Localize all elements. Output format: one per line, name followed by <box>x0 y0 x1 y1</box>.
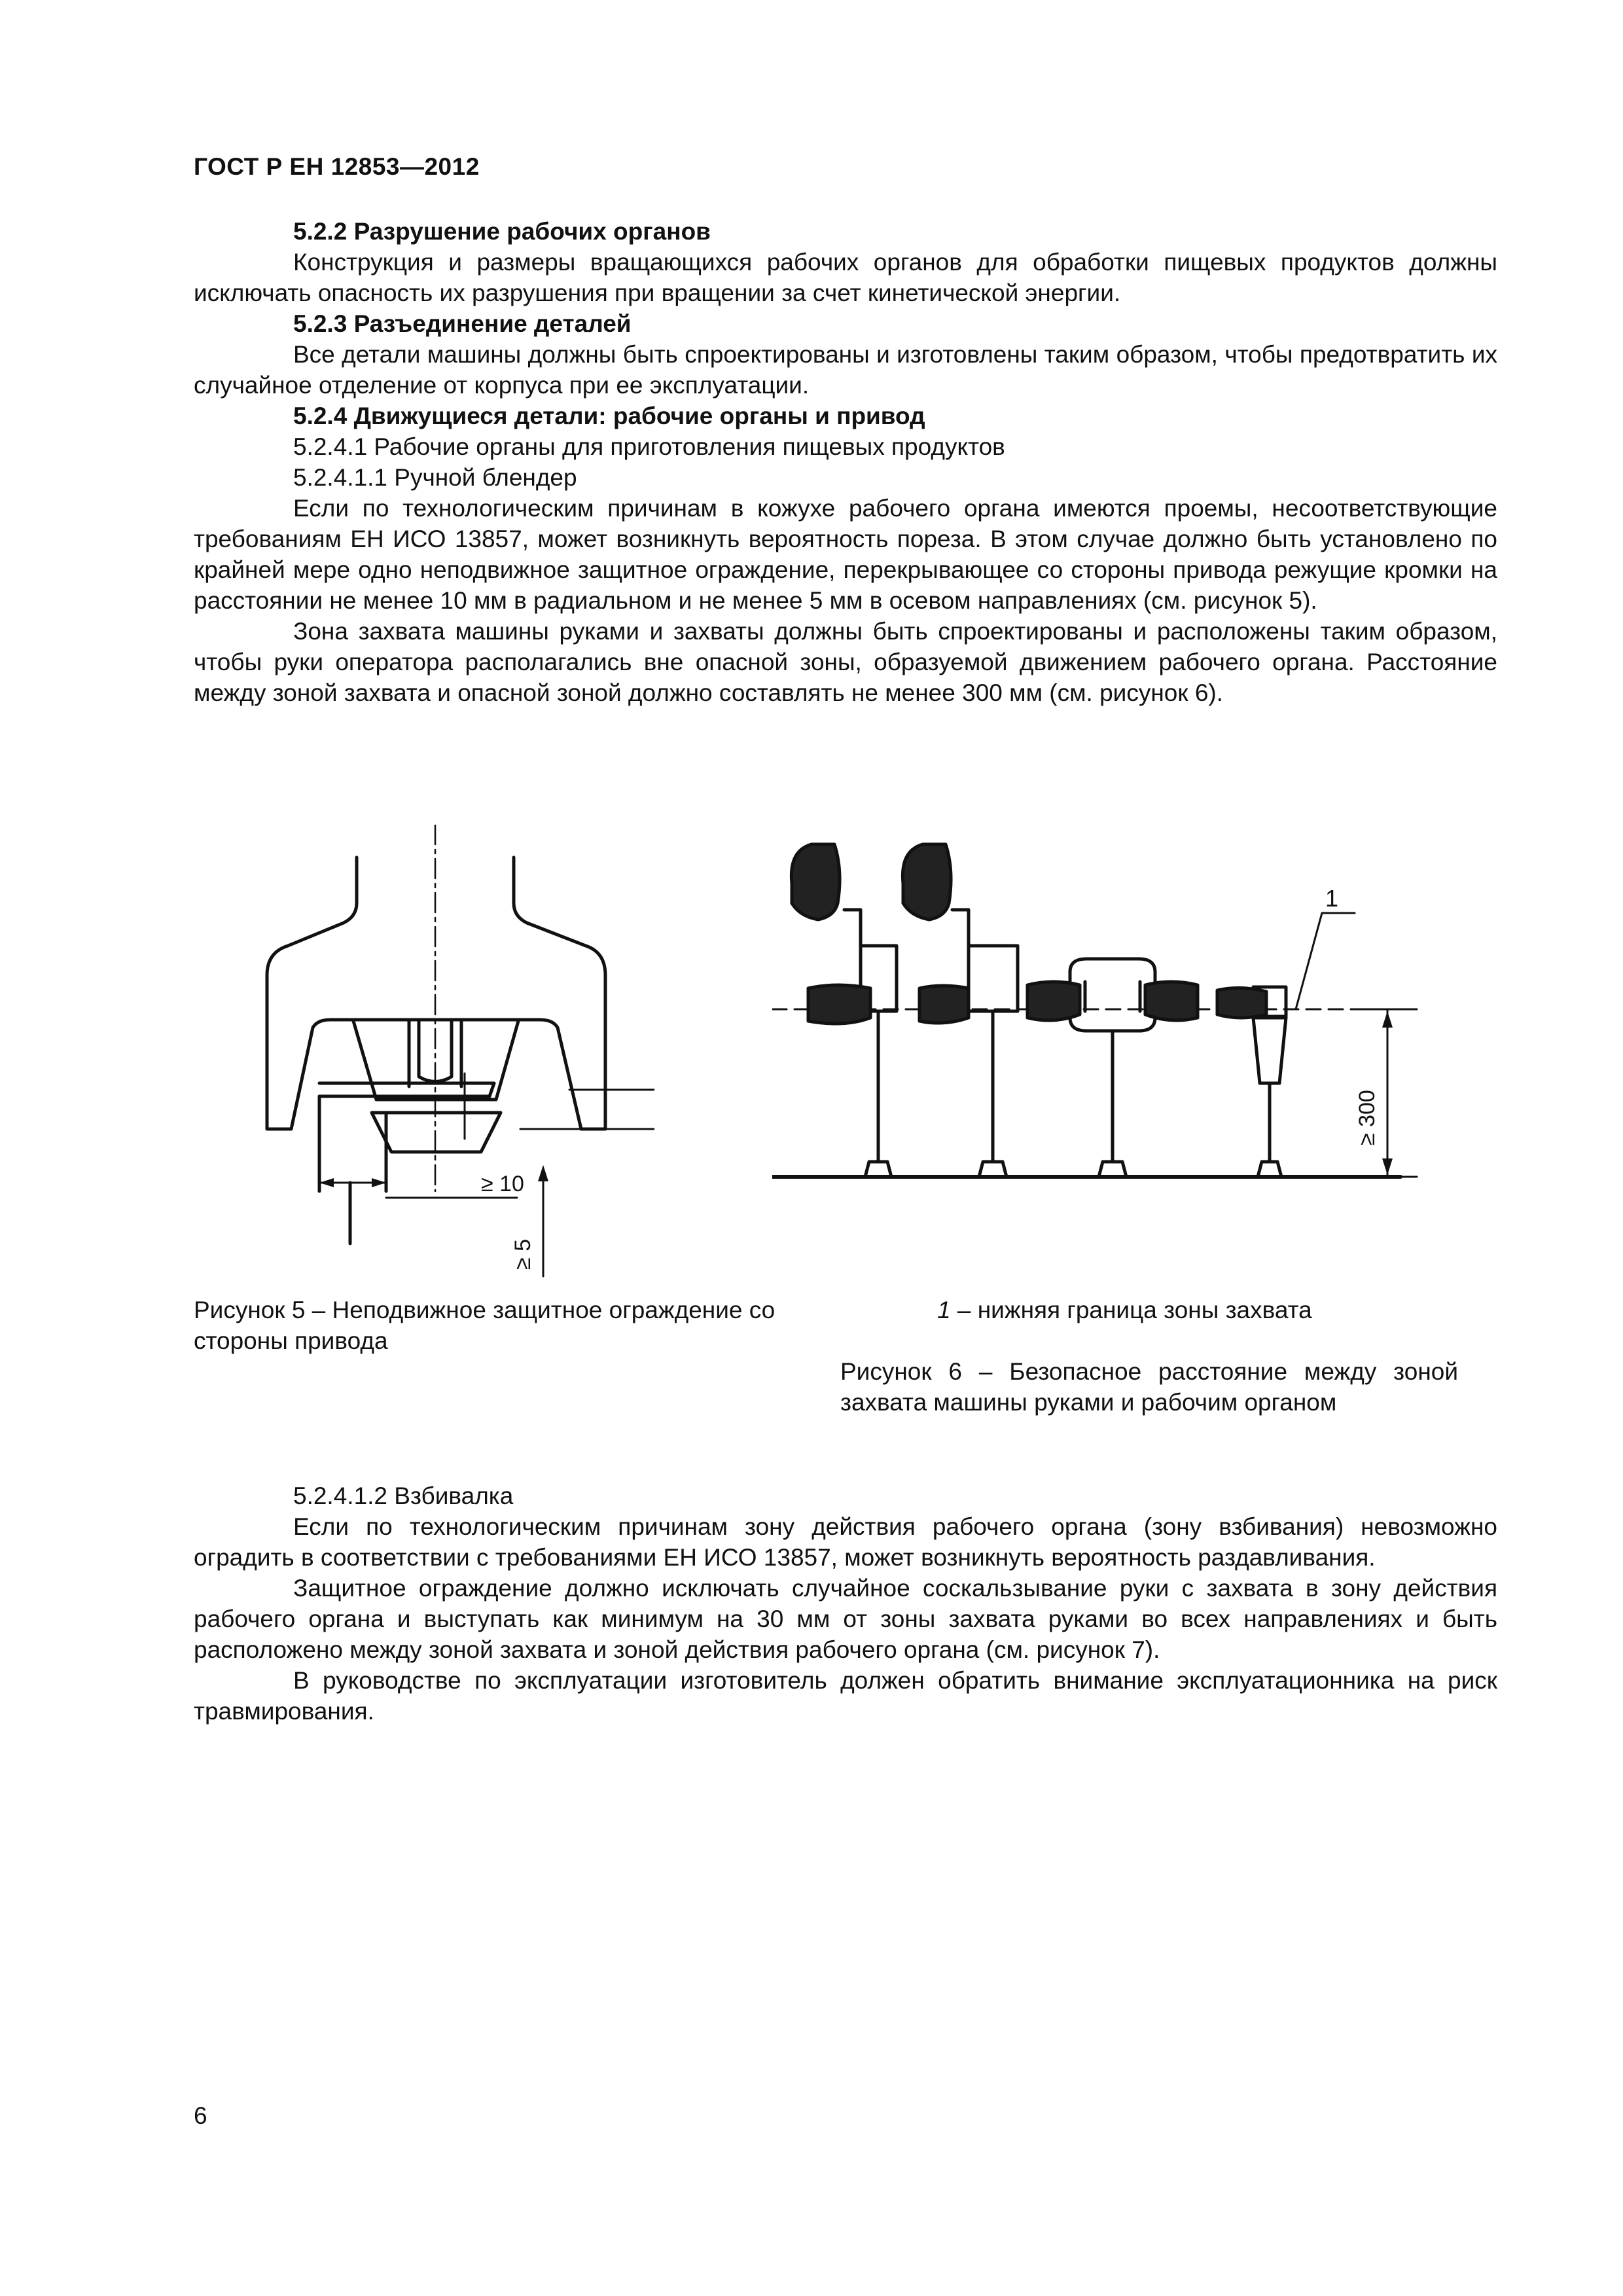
dim-arrow-axial <box>538 1165 548 1181</box>
paragraph-whisk-1: Если по технологическим причинам зону действия рабочего органа (зону взбивания) невозможно оградить в соответствии с требованиями ЕН ИСО 13857, может возникнуть вероятность раздавливания. <box>194 1513 1497 1571</box>
figure-6-svg <box>772 831 1466 1198</box>
machine-2 <box>902 844 1018 1177</box>
note-text: – нижняя граница зоны захвата <box>950 1297 1312 1323</box>
paragraph-whisk-2: Защитное ограждение должно исключать случайное соскальзывание руки с захвата в зону действия рабочего органа и выступать как минимум на 30 мм от зоны захвата руками во всех направлениях и быть расположено между зоной захвата и зоной действия рабочего органа (см. рисунок 7). <box>194 1575 1497 1663</box>
paragraph-5-2-2: Конструкция и размеры вращающихся рабочих органов для обработки пищевых продуктов должны исключать опасность их разрушения при вращении за счет кинетической энергии. <box>194 249 1497 306</box>
heading-5-2-2: 5.2.2 Разрушение рабочих органов <box>293 218 711 245</box>
heading-5-2-4-1-1: 5.2.4.1.1 Ручной блендер <box>293 464 577 491</box>
label-dim-radial: ≥ 10 <box>481 1172 524 1196</box>
figure-5-caption: Рисунок 5 – Неподвижное защитное ограждение со стороны привода <box>194 1297 776 1354</box>
paragraph-5-2-3: Все детали машины должны быть спроектированы и изготовлены таким образом, чтобы предотвратить их случайное отделение от корпуса при ее эксплуатации. <box>194 341 1497 399</box>
machine-1 <box>791 844 897 1177</box>
blade-cup <box>372 1113 501 1152</box>
label-dim-axial: ≥ 5 <box>510 1238 535 1270</box>
paragraph-blender-1: Если по технологическим причинам в кожухе рабочего органа имеются проемы, несоответствующие требованиям ЕН ИСО 13857, может возникнуть вероятность пореза. В этом случае должно быть установлено по крайней мере одно неподвижное защитное ограждение, перекрывающее со стороны привода режущие кромки на расстоянии не менее 10 мм в радиальном и не менее 5 мм в осевом направлениях (см. рисунок 5). <box>194 495 1497 614</box>
guard-plate <box>319 1083 494 1096</box>
label-dim-300: ≥ 300 <box>1355 1090 1380 1145</box>
page-number: 6 <box>194 2102 207 2129</box>
figure-5-svg <box>223 825 654 1283</box>
paragraph-blender-2: Зона захвата машины руками и захваты должны быть спроектированы и расположены таким образом, чтобы руки оператора располагались вне опасной зоны, образуемой движением рабочего органа. Расстояние между зоной захвата и опасной зоной должно составлять не менее 300 мм (см. рисунок 6). <box>194 618 1497 706</box>
heading-5-2-4-1-2: 5.2.4.1.2 Взбивалка <box>293 1482 514 1509</box>
document-header: ГОСТ Р ЕН 12853—2012 <box>194 153 480 180</box>
callout-leader <box>1296 913 1355 1009</box>
machine-4 <box>1217 987 1286 1177</box>
note-number: 1 <box>937 1297 951 1323</box>
heading-5-2-4: 5.2.4 Движущиеся детали: рабочие органы и привод <box>293 403 925 429</box>
text-block-lower <box>194 1480 1497 1727</box>
heading-5-2-4-1: 5.2.4.1 Рабочие органы для приготовления пищевых продуктов <box>293 433 1005 460</box>
housing-left-outline <box>267 857 357 1129</box>
paragraph-whisk-3: В руководстве по эксплуатации изготовитель должен обратить внимание эксплуатационника на риск травмирования. <box>194 1667 1497 1725</box>
figure-5-drawing <box>223 825 654 1283</box>
callout-number: 1 <box>1325 885 1339 912</box>
figure-6-note <box>937 1295 1312 1325</box>
figure-6-caption: Рисунок 6 – Безопасное расстояние между зоной захвата машины руками и рабочим органом <box>840 1358 1458 1416</box>
text-block-upper <box>194 216 1497 708</box>
housing-right-outline <box>514 857 605 1129</box>
machine-3 <box>1027 959 1198 1177</box>
heading-5-2-3: 5.2.3 Разъединение деталей <box>293 310 632 337</box>
figure-6-drawing <box>772 831 1466 1198</box>
